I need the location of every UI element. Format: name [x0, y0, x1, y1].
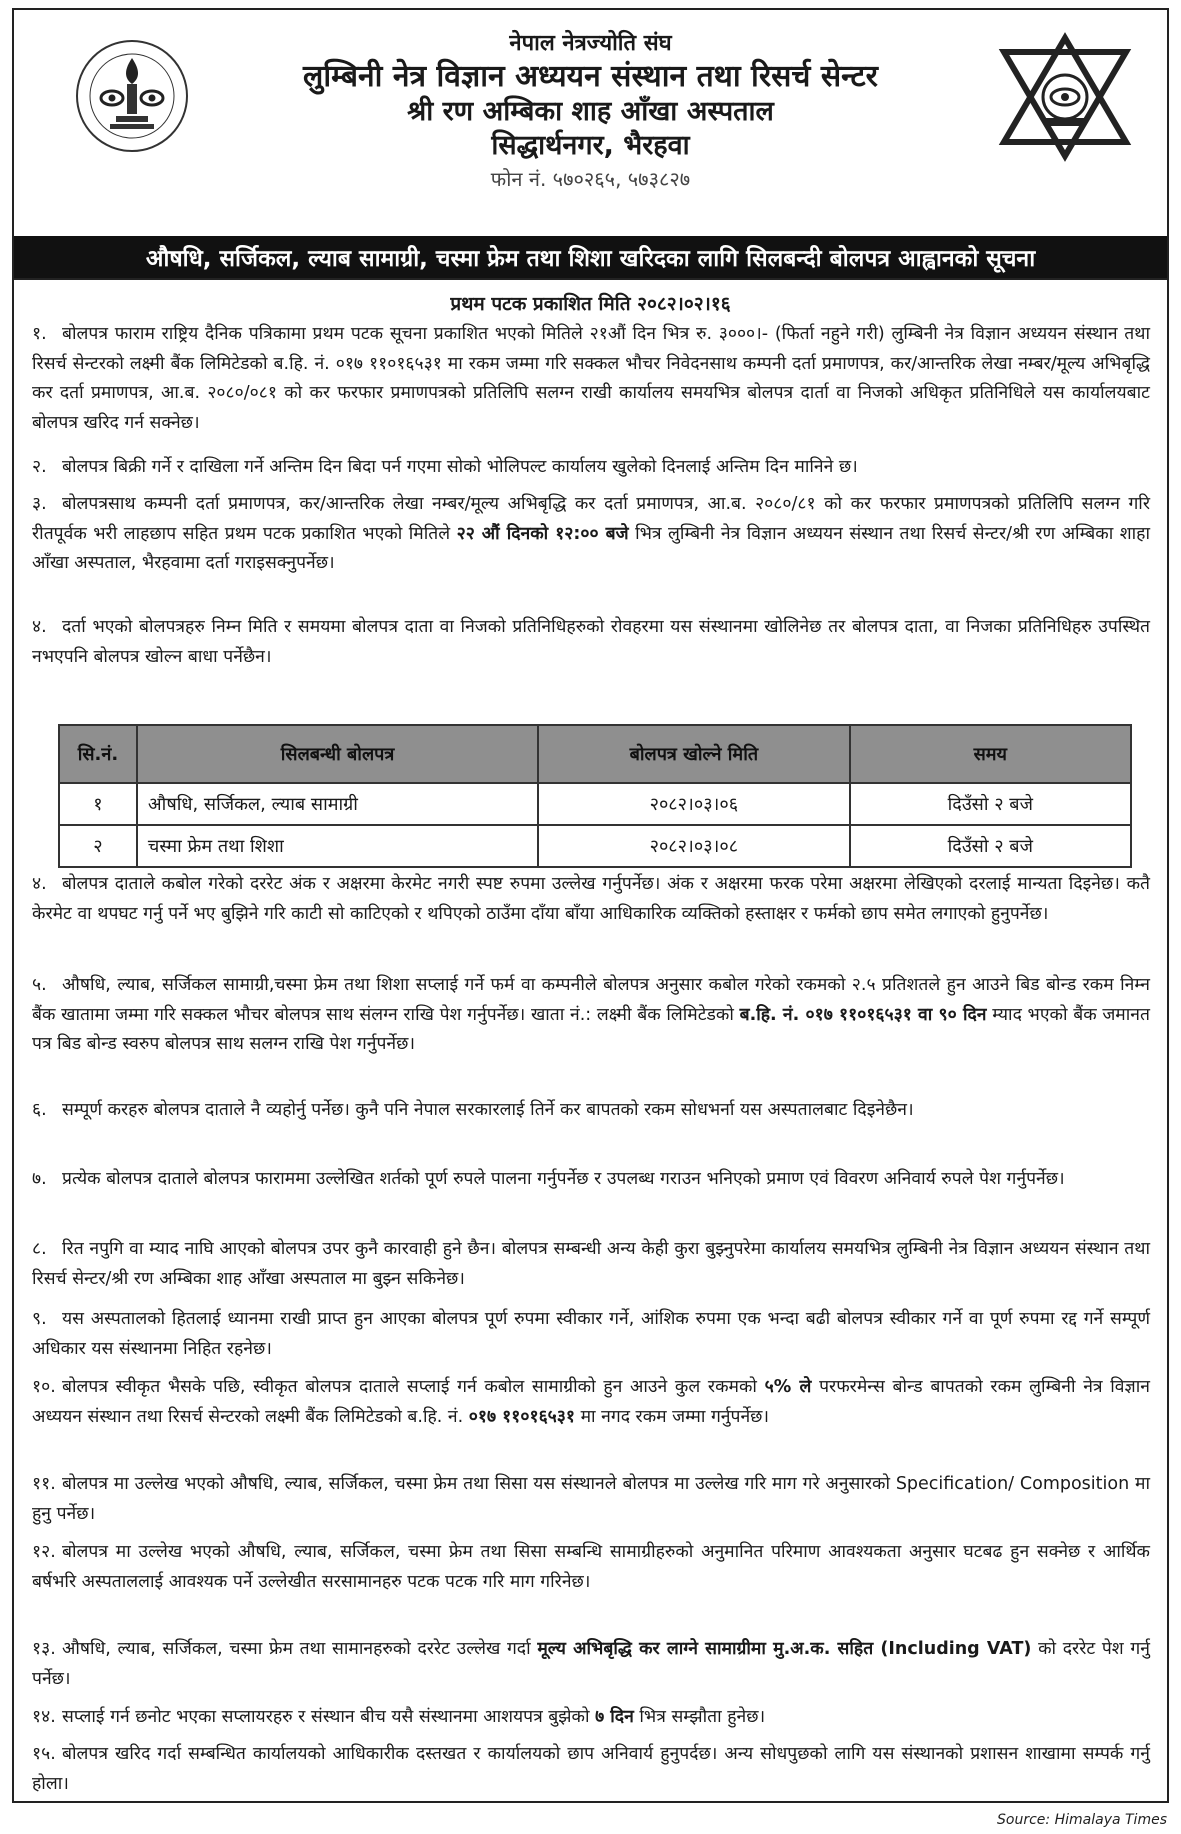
- clause-13: [32, 1538, 1150, 1597]
- table-row: [59, 825, 1131, 867]
- clause-7: [32, 1096, 1150, 1126]
- clause-text: सम्पूर्ण करहरु बोलपत्र दाताले नै व्यहोर्नु पर्नेछ। कुनै पनि नेपाल सरकारलाई तिर्ने कर बापतको रकम सोधभर्ना यस अस्पतालबाट दिइनेछैन।: [62, 1100, 914, 1120]
- clause-number: ५.: [32, 975, 47, 995]
- clause-16: [32, 1740, 1150, 1799]
- clause-11: [32, 1373, 1150, 1432]
- col-time: समय: [850, 725, 1131, 783]
- clause-days: ७ दिन: [595, 1707, 634, 1727]
- table-header-row: [59, 725, 1131, 783]
- clause-15: [32, 1703, 1150, 1733]
- clause-text: बोलपत्र दाताले कबोल गरेको दररेट अंक र अक्षरमा केरमेट नगरी स्पष्ट रुपमा उल्लेख गर्नुपर्नेछ। अंक र अक्षरमा फरक परेमा अक्षरमा लेखिएको दरलाई मान्यता दिइनेछ। कतै केरमेट वा थपघट गर्नु पर्ने भए बुझिने गरि काटी सो काटिएको र थपिएको ठाउँमा दाँया बाँया आधिकारिक व्यक्तिको हस्ताक्षर र फर्मको छाप समेत लगाएको हुनुपर्नेछ।: [32, 874, 1150, 924]
- row-item: चस्मा फ्रेम तथा शिशा: [137, 825, 538, 867]
- clause-5: [32, 870, 1150, 929]
- clause-bank-account: ब.हि. नं. ०१७ ११०१६५३१ वा ९० दिन: [739, 1004, 987, 1025]
- clause-vat-note: मूल्य अभिबृद्धि कर लाग्ने सामाग्रीमा मु.अ.क. सहित (Including VAT): [537, 1639, 1032, 1659]
- col-sealed-bid: सिलबन्धी बोलपत्र: [137, 725, 538, 783]
- clause-text: प्रत्येक बोलपत्र दाताले बोलपत्र फाराममा उल्लेखित शर्तको पूर्ण रुपले पालना गर्नुपर्नेछ र उपलब्ध गराउन भनिएको प्रमाण एवं विवरण अनिवार्य रुपले पेश गर्नुपर्नेछ।: [62, 1169, 1065, 1189]
- clause-number: १५.: [32, 1744, 56, 1764]
- col-opening-date: बोलपत्र खोल्ने मिति: [538, 725, 849, 783]
- clause-1: [32, 320, 1150, 438]
- clause-text: बोलपत्रसाथ कम्पनी दर्ता प्रमाणपत्र, कर/आन्तरिक लेखा नम्बर/मूल्य अभिबृद्धि कर दर्ता प्रमाणपत्र, आ.ब. २०८०/८१ को कर फरफार प्रमाणपत्रको प्रतिलिपि सलग्न गरि रीतपूर्वक भरी लाहछाप सहित प्रथम पटक प्रकाशित भएको मितिले: [32, 494, 1150, 544]
- clause-text: औषधि, ल्याब, सर्जिकल सामाग्री,चस्मा फ्रेम तथा शिशा सप्लाई गर्ने फर्म वा कम्पनीले बोलपत्र अनुसार कबोल गरेको रकमको २.५ प्रतिशतले हुन आउने बिड बोन्ड रकम निम्न बैंक खातामा जम्मा गरि सक्कल भौचर बोलपत्र साथ संलग्न राखि पेश गर्नुपर्नेछ। खाता नं.: लक्ष्मी बैंक लिमिटेडको: [32, 975, 1150, 1025]
- clause-text: दर्ता भएको बोलपत्रहरु निम्न मिति र समयमा बोलपत्र दाता वा निजको प्रतिनिधिहरुको रोवहरमा यस संस्थानमा खोलिनेछ तर बोलपत्र दाता, वा निजका प्रतिनिधिहरु उपस्थित नभएपनि बोलपत्र खोल्न बाधा पर्नेछैन।: [32, 617, 1150, 667]
- institute-name: लुम्बिनी नेत्र विज्ञान अध्ययन संस्थान तथा रिसर्च सेन्टर: [303, 58, 878, 94]
- organization-name: नेपाल नेत्रज्योति संघ: [509, 31, 672, 56]
- clause-text: बोलपत्र खरिद गर्दा सम्बन्धित कार्यालयको आधिकारीक दस्तखत र कार्यालयको छाप अनिवार्य हुनुपर्दछ। अन्य सोधपुछको लागि यस संस्थानको प्रशासन शाखामा सम्पर्क गर्नु होला।: [32, 1744, 1150, 1794]
- clause-number: ९.: [32, 1309, 47, 1329]
- clause-text: रित नपुगि वा म्याद नाघि आएको बोलपत्र उपर कुनै कारवाही हुने छैन। बोलपत्र सम्बन्धी अन्य केही कुरा बुझ्नुपरेमा कार्यालय समयभित्र लुम्बिनी नेत्र विज्ञान अध्ययन संस्थान तथा रिसर्च सेन्टर/श्री रण अम्बिका शाह आँखा अस्पताल मा बुझ्न सकिनेछ।: [32, 1239, 1150, 1289]
- row-time: दिउँसो २ बजे: [850, 783, 1131, 825]
- location: सिद्धार्थनगर, भैरहवा: [491, 129, 690, 161]
- clause-3: [32, 490, 1150, 579]
- clause-6: [32, 971, 1150, 1060]
- clause-2: [32, 453, 1150, 483]
- clause-text-cont: भित्र लुम्बिनी नेत्र विज्ञान अध्ययन संस्थान तथा रिसर्च सेन्टर/श्री रण अम्बिका शाहा आँखा अस्पताल, भैरहवामा दर्ता गराइसक्नुपर्नेछ।: [32, 523, 1150, 573]
- clause-number: १३.: [32, 1639, 56, 1659]
- header: [14, 10, 1167, 236]
- clause-number: ३.: [32, 494, 47, 514]
- clause-number: ६.: [32, 1100, 47, 1120]
- nepal-netra-jyoti-sangh-logo: [72, 36, 192, 156]
- clause-number: १२.: [32, 1542, 56, 1562]
- clause-text-cont: भित्र सम्झौता हुनेछ।: [639, 1707, 766, 1727]
- row-date: २०८२।०३।०८: [538, 825, 849, 867]
- clause-text: बोलपत्र स्वीकृत भैसके पछि, स्वीकृत बोलपत्र दाताले सप्लाई गर्न कबोल सामाग्रीको हुन आउने कुल रकमको: [62, 1377, 757, 1397]
- clause-text: औषधि, ल्याब, सर्जिकल, चस्मा फ्रेम तथा सामानहरुको दररेट उल्लेख गर्दा: [62, 1639, 531, 1659]
- clause-text-end: मा नगद रकम जम्मा गर्नुपर्नेछ।: [580, 1406, 770, 1427]
- clause-9: [32, 1235, 1150, 1294]
- hospital-name: श्री रण अम्बिका शाह आँखा अस्पताल: [407, 96, 774, 127]
- bid-opening-table: [58, 724, 1132, 868]
- notice-title-bar: [14, 236, 1167, 278]
- clause-number: ८.: [32, 1239, 47, 1259]
- table-row: [59, 783, 1131, 825]
- clause-deadline: २२ औं दिनको १२:०० बजे: [456, 523, 629, 544]
- row-item: औषधि, सर्जिकल, ल्याब सामाग्री: [137, 783, 538, 825]
- phone-numbers: फोन नं. ५७०२६५, ५७३८२७: [490, 166, 691, 191]
- clause-number: १.: [32, 324, 47, 344]
- notice-body: [14, 278, 1167, 1801]
- clause-text: बोलपत्र मा उल्लेख भएको औषधि, ल्याब, सर्जिकल, चस्मा फ्रेम तथा सिसा यस संस्थानले बोलपत्र मा उल्लेख गरि माग गरे अनुसारको Specification/ Composition मा हुनु पर्नेछ।: [32, 1474, 1150, 1524]
- clause-14: [32, 1635, 1150, 1694]
- clause-text: बोलपत्र मा उल्लेख भएको औषधि, ल्याब, सर्जिकल, चस्मा फ्रेम तथा सिसा सम्बन्धि सामाग्रीहरुको अनुमानित परिमाण आवश्यकता अनुसार घटबढ हुन सक्नेछ र आर्थिक बर्षभरि अस्पताललाई आवश्यक पर्ने उल्लेखीत सरसामानहरु पटक पटक गरि माग गरिनेछ।: [32, 1542, 1150, 1592]
- clause-8: [32, 1165, 1150, 1195]
- institute-star-logo: [998, 32, 1133, 162]
- notice-title: औषधि, सर्जिकल, ल्याब सामाग्री, चस्मा फ्रेम तथा शिशा खरिदका लागि सिलबन्दी बोलपत्र आह्वानको सूचना: [145, 246, 1036, 272]
- clause-12: [32, 1470, 1150, 1529]
- clause-4: [32, 613, 1150, 672]
- clause-number: २.: [32, 457, 47, 477]
- row-serial: १: [59, 783, 137, 825]
- clause-number: १४.: [32, 1707, 56, 1727]
- clause-account-number: ०१७ ११०१६५३१: [468, 1406, 575, 1427]
- clause-text: बोलपत्र बिक्री गर्ने र दाखिला गर्ने अन्तिम दिन बिदा पर्न गएमा सोको भोलिपल्ट कार्यालय खुलेको दिनलाई अन्तिम दिन मानिने छ।: [62, 457, 858, 477]
- first-published-date: प्रथम पटक प्रकाशित मिति २०८२।०२।१६: [450, 293, 731, 315]
- notice-frame: [12, 8, 1169, 1803]
- col-serial: सि.नं.: [59, 725, 137, 783]
- clause-text-cont: परफरमेन्स बोन्ड बापतको रकम लुम्बिनी नेत्र विज्ञान अध्ययन संस्थान तथा रिसर्च सेन्टरको लक्ष्मी बैंक लिमिटेडको ब.हि. नं.: [32, 1377, 1150, 1427]
- clause-number: ७.: [32, 1169, 47, 1189]
- clause-number: ११.: [32, 1474, 56, 1494]
- clause-number: ४.: [32, 874, 47, 894]
- clause-text: बोलपत्र फाराम राष्ट्रिय दैनिक पत्रिकामा प्रथम पटक सूचना प्रकाशित भएको मितिले २१औं दिन भित्र रु. ३०००।- (फिर्ता नहुने गरी) लुम्बिनी नेत्र विज्ञान अध्ययन संस्थान तथा रिसर्च सेन्टरको लक्ष्मी बैंक लिमिटेडको ब.हि. नं. ०१७ ११०१६५३१ मा रकम जम्मा गरि सक्कल भौचर निवेदनसाथ कम्पनी दर्ता प्रमाणपत्र, कर/आन्तरिक लेखा नम्बर/मूल्य अभिबृद्धि कर दर्ता प्रमाणपत्र, आ.ब. २०८०/०८१ को कर फरफार प्रमाणपत्रको प्रतिलिपि सलग्न राखी कार्यालय समयभित्र बोलपत्र दार्ता वा निजको अधिकृत प्रतिनिधिले यस कार्यालयबाट बोलपत्र खरिद गर्न सक्नेछ।: [32, 324, 1150, 433]
- clause-text: सप्लाई गर्न छनोट भएका सप्लायरहरु र संस्थान बीच यसै संस्थानमा आशयपत्र बुझेको: [62, 1707, 590, 1727]
- clause-10: [32, 1305, 1150, 1364]
- row-serial: २: [59, 825, 137, 867]
- clause-text: यस अस्पतालको हितलाई ध्यानमा राखी प्राप्त हुन आएका बोलपत्र पूर्ण रुपमा स्वीकार गर्ने, आंशिक रुपमा एक भन्दा बढी बोलपत्र स्वीकार गर्ने वा पूर्ण रुपमा रद्द गर्ने सम्पूर्ण अधिकार यस संस्थानमा निहित रहनेछ।: [32, 1309, 1150, 1359]
- clause-number: १०.: [32, 1377, 56, 1397]
- source-credit: Source: Himalaya Times: [997, 1812, 1167, 1828]
- clause-percentage: ५% ले: [764, 1377, 812, 1397]
- clause-number: ४.: [32, 617, 47, 637]
- clause-text-cont: को दररेट पेश गर्नु पर्नेछ।: [32, 1639, 1150, 1689]
- clause-text-cont: म्याद भएको बैंक जमानत पत्र बिड बोन्ड स्वरुप बोलपत्र साथ सलग्न राखि पेश गर्नुपर्नेछ।: [32, 1004, 1150, 1054]
- row-date: २०८२।०३।०६: [538, 783, 849, 825]
- row-time: दिउँसो २ बजे: [850, 825, 1131, 867]
